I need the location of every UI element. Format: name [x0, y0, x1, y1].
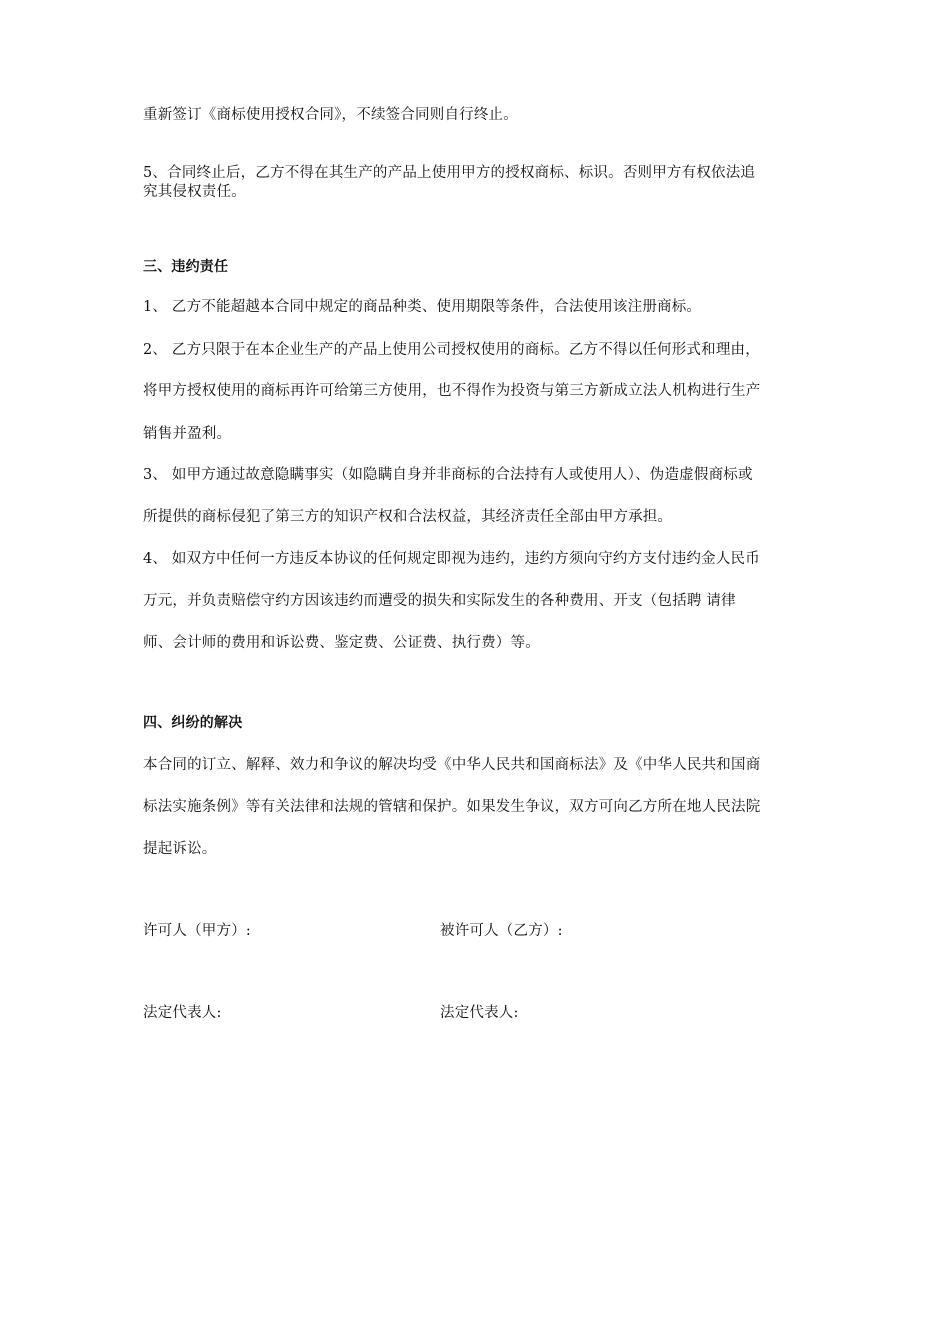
clause-5-line: 究其侵权责任。 — [143, 184, 246, 200]
dispute-paragraph-line: 本合同的订立、解释、效力和争议的解决均受《中华人民共和国商标法》及《中华人民共和国商 — [143, 757, 761, 773]
dispute-paragraph-line: 标法实施条例》等有关法律和法规的管辖和保护。如果发生争议，双方可向乙方所在地人民法院 — [143, 799, 761, 815]
paragraph-line: 重新签订《商标使用授权合同》，不续签合同则自行终止。 — [143, 107, 518, 123]
licensee-label: 被许可人（乙方）: — [440, 923, 563, 939]
breach-clause-3-line: 3、 如甲方通过故意隐瞒事实（如隐瞒自身并非商标的合法持有人或使用人）、伪造虚假商标或 — [143, 467, 753, 483]
licensor-representative-label: 法定代表人: — [143, 1005, 222, 1021]
section-heading-dispute: 四、纠纷的解决 — [143, 715, 243, 731]
breach-clause-3-line: 所提供的商标侵犯了第三方的知识产权和合法权益，其经济责任全部由甲方承担。 — [143, 509, 673, 525]
clause-5-line: 5、合同终止后，乙方不得在其生产的产品上使用甲方的授权商标、标识。否则甲方有权依法追 — [143, 165, 756, 181]
breach-clause-4-line: 4、 如双方中任何一方违反本协议的任何规定即视为违约，违约方须向守约方支付违约金人民币 — [143, 551, 760, 567]
licensor-label: 许可人（甲方）: — [143, 923, 251, 939]
breach-clause-1: 1、 乙方不能超越本合同中规定的商品种类、使用期限等条件，合法使用该注册商标。 — [143, 299, 702, 315]
breach-clause-2-line: 将甲方授权使用的商标再许可给第三方使用，也不得作为投资与第三方新成立法人机构进行生产 — [143, 383, 761, 399]
breach-clause-2-line: 销售并盈利。 — [143, 426, 232, 442]
breach-clause-2-line: 2、 乙方只限于在本企业生产的产品上使用公司授权使用的商标。乙方不得以任何形式和理由， — [143, 342, 760, 358]
dispute-paragraph-line: 提起诉讼。 — [143, 841, 217, 857]
breach-clause-4-line: 师、会计师的费用和诉讼费、鉴定费、公证费、执行费）等。 — [143, 635, 540, 651]
licensee-representative-label: 法定代表人: — [440, 1005, 519, 1021]
breach-clause-4-line: 万元，并负责赔偿守约方因该违约而遭受的损失和实际发生的各种费用、开支（包括聘 请律 — [143, 593, 736, 609]
section-heading-breach: 三、违约责任 — [143, 259, 229, 275]
